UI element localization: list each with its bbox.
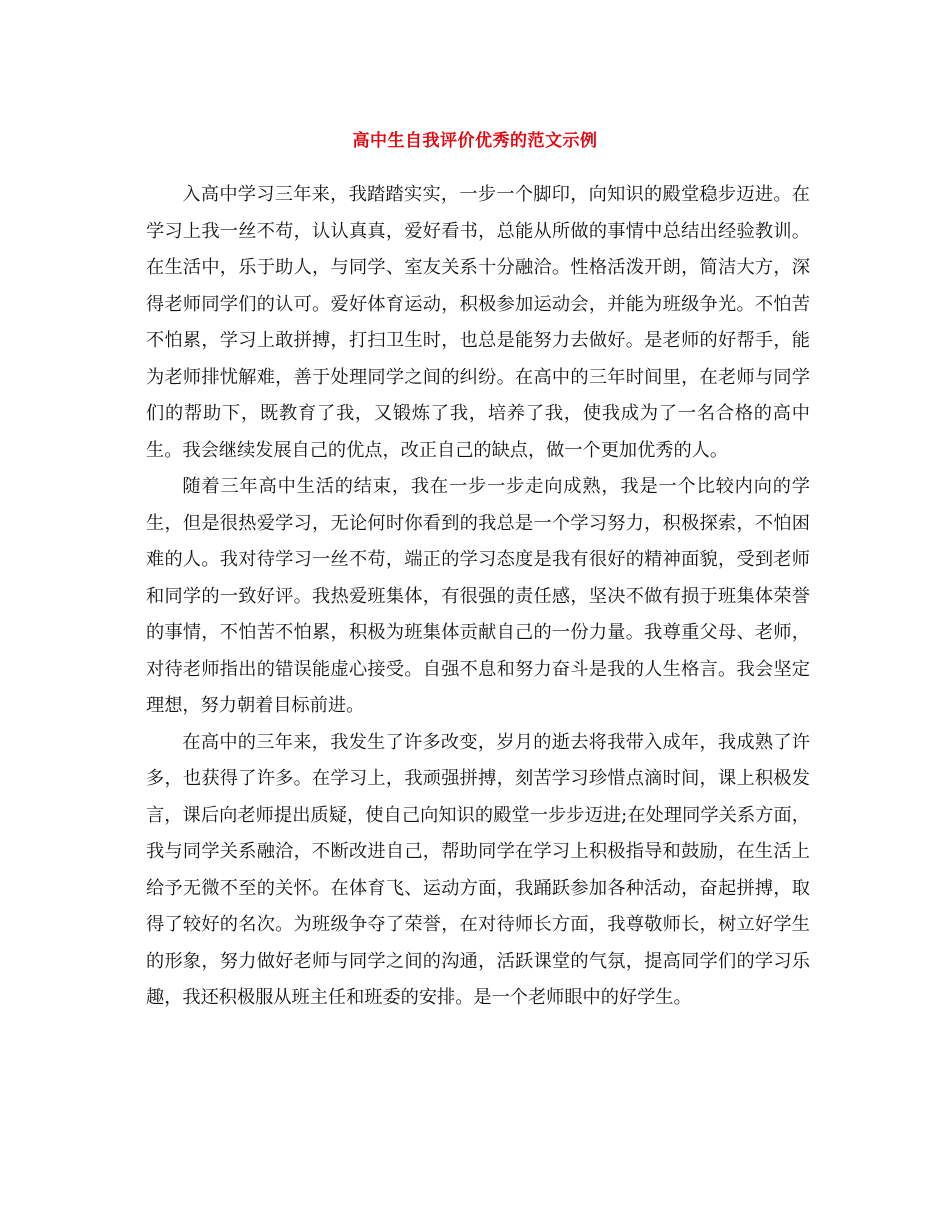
paragraph-2: 随着三年高中生活的结束，我在一步一步走向成熟，我是一个比较内向的学生，但是很热爱学习，无论何时你看到的我总是一个学习努力，积极探索，不怕困难的人。我对待学习一丝不苟，端正的学习态度是我有很好的精神面貌，受到老师和同学的一致好评。我热爱班集体，有很强的责任感，坚决不做有损于班集体荣誉的事情，不怕苦不怕累，积极为班集体贡献自己的一份力量。我尊重父母、老师，对待老师指出的错误能虚心接受。自强不息和努力奋斗是我的人生格言。我会坚定理想，努力朝着目标前进。	[146, 476, 810, 716]
paragraph-3: 在高中的三年来，我发生了许多改变，岁月的逝去将我带入成年，我成熟了许多，也获得了许多。在学习上，我顽强拼搏，刻苦学习珍惜点滴时间，课上积极发言，课后向老师提出质疑，使自己向知识的殿堂一步步迈进;在处理同学关系方面，我与同学关系融洽，不断改进自己，帮助同学在学习上积极指导和鼓励，在生活上给予无微不至的关怀。在体育飞、运动方面，我踊跃参加各种活动，奋起拼搏，取得了较好的名次。为班级争夺了荣誉，在对待师长方面，我尊敬师长，树立好学生的形象，努力做好老师与同学之间的沟通，活跃课堂的气氛，提高同学们的学习乐趣，我还积极服从班主任和班委的安排。是一个老师眼中的好学生。	[146, 731, 810, 1008]
document-title: 高中生自我评价优秀的范文示例	[352, 131, 598, 151]
paragraph-1: 入高中学习三年来，我踏踏实实，一步一个脚印，向知识的殿堂稳步迈进。在学习上我一丝不苟，认认真真，爱好看书，总能从所做的事情中总结出经验教训。在生活中，乐于助人，与同学、室友关系十分融洽。性格活泼开朗，简洁大方，深得老师同学们的认可。爱好体育运动，积极参加运动会，并能为班级争光。不怕苦不怕累，学习上敢拼搏，打扫卫生时，也总是能努力去做好。是老师的好帮手，能为老师排忧解难，善于处理同学之间的纠纷。在高中的三年时间里，在老师与同学们的帮助下，既教育了我，又锻炼了我，培养了我，使我成为了一名合格的高中生。我会继续发展自己的优点，改正自己的缺点，做一个更加优秀的人。	[146, 184, 810, 461]
document-body	[146, 177, 810, 1017]
